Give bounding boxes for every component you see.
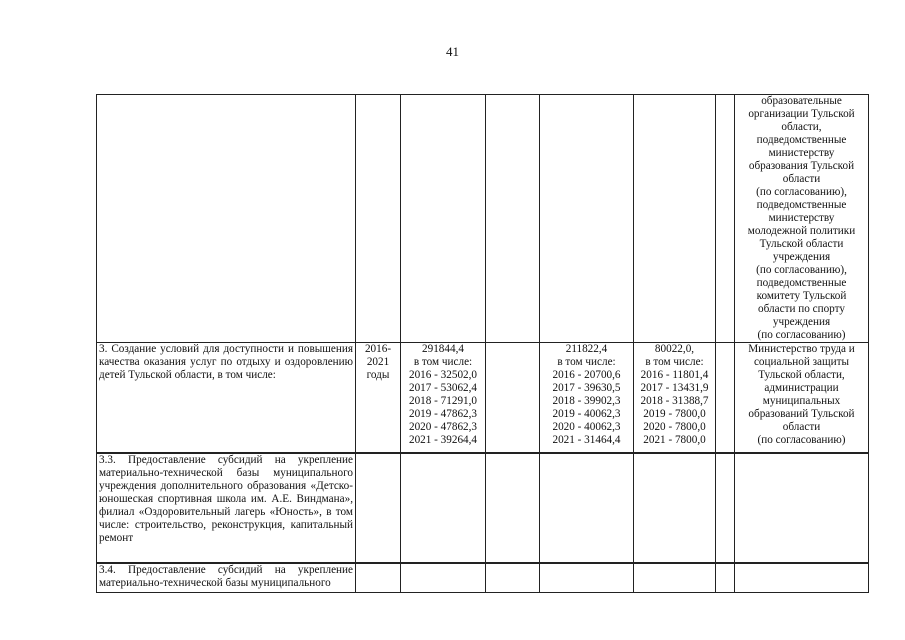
cell-total bbox=[401, 453, 486, 563]
program-table bbox=[96, 94, 869, 593]
page-number: 41 bbox=[446, 44, 459, 59]
table-row bbox=[97, 343, 869, 453]
cell-extra bbox=[716, 95, 735, 343]
cell-responsible bbox=[735, 453, 869, 563]
cell-extra bbox=[716, 453, 735, 563]
cell-regional bbox=[540, 563, 634, 593]
cell-federal bbox=[486, 343, 540, 453]
cell-regional bbox=[540, 95, 634, 343]
cell-total bbox=[401, 95, 486, 343]
cell-period: 2016- 2021 годы bbox=[356, 343, 401, 453]
cell-extra bbox=[716, 563, 735, 593]
cell-responsible: Министерство труда и социальной защиты Тульской области, администрации муниципальных образований Тульской области (по согласованию) bbox=[735, 343, 869, 453]
cell-name: 3.4. Предоставление субсидий на укрепление материально-технической базы муниципального bbox=[97, 563, 356, 593]
cell-regional: 211822,4 в том числе: 2016 - 20700,6 2017 - 39630,5 2018 - 39902,3 2019 - 40062,3 2020 - 40062,3 2021 - 31464,4 bbox=[540, 343, 634, 453]
cell-extra bbox=[716, 343, 735, 453]
cell-local: 80022,0, в том числе: 2016 - 11801,4 2017 - 13431,9 2018 - 31388,7 2019 - 7800,0 2020 - 7800,0 2021 - 7800,0 bbox=[634, 343, 716, 453]
cell-period bbox=[356, 453, 401, 563]
cell-name: 3. Создание условий для доступности и повышения качества оказания услуг по отдыху и оздоровлению детей Тульской области, в том числе: bbox=[97, 343, 356, 453]
cell-local bbox=[634, 95, 716, 343]
cell-responsible: образовательные организации Тульской области, подведомственные министерству образования Тульской области (по согласованию), подведомственные министерству молодежной политики Тульской области учреждения (по согласованию), подведомственные комитету Тульской области по спорту учреждения (по согласованию) bbox=[735, 95, 869, 343]
cell-local bbox=[634, 453, 716, 563]
table-row bbox=[97, 95, 869, 343]
cell-name bbox=[97, 95, 356, 343]
cell-responsible bbox=[735, 563, 869, 593]
cell-period bbox=[356, 95, 401, 343]
cell-local bbox=[634, 563, 716, 593]
table-row bbox=[97, 453, 869, 563]
cell-name: 3.3. Предоставление субсидий на укрепление материально-технической базы муниципального учреждения дополнительного образования «Детско-юношеская спортивная школа им. А.Е. Виндмана», филиал «Оздоровительный лагерь «Юность», в том числе: строительство, реконструкция, капитальный ремонт bbox=[97, 453, 356, 563]
cell-federal bbox=[486, 563, 540, 593]
table-row bbox=[97, 563, 869, 593]
cell-regional bbox=[540, 453, 634, 563]
cell-total: 291844,4 в том числе: 2016 - 32502,0 2017 - 53062,4 2018 - 71291,0 2019 - 47862,3 2020 - 47862,3 2021 - 39264,4 bbox=[401, 343, 486, 453]
cell-total bbox=[401, 563, 486, 593]
cell-federal bbox=[486, 453, 540, 563]
cell-period bbox=[356, 563, 401, 593]
cell-federal bbox=[486, 95, 540, 343]
